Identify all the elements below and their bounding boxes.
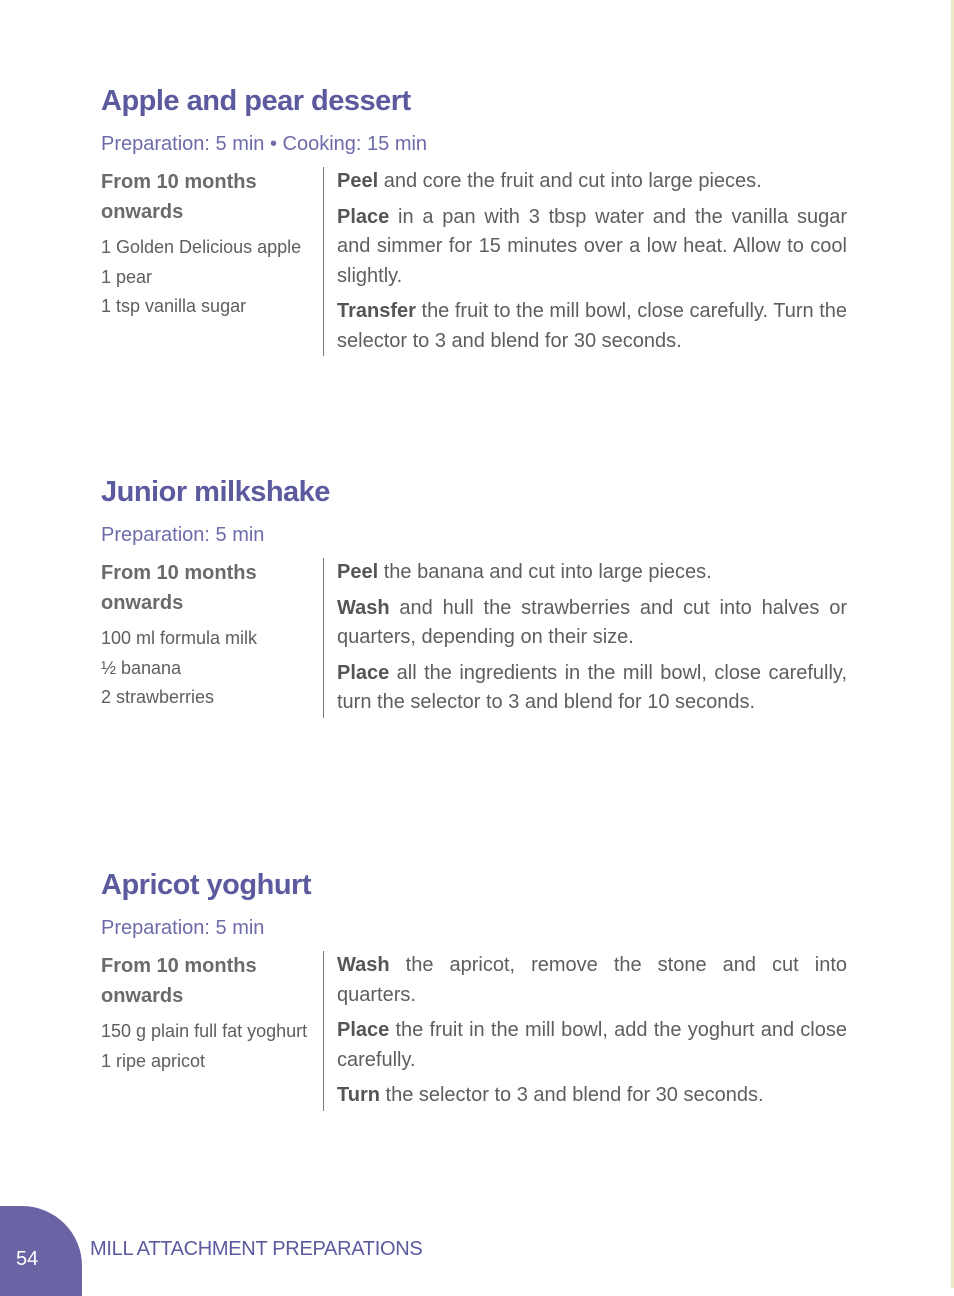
method-step [337, 558, 847, 588]
ingredient-item: 1 Golden Delicious apple [101, 237, 302, 257]
method-step [337, 167, 847, 197]
ingredients-column [101, 167, 323, 356]
recipe-body [101, 167, 847, 356]
step-verb: Transfer [337, 300, 416, 322]
recipe-timing: Preparation: 5 min [101, 524, 265, 546]
method-step [337, 951, 847, 1010]
ingredient-item: 100 ml formula milk [101, 628, 258, 648]
method-step [337, 594, 847, 653]
method-step [337, 297, 847, 356]
step-text: in a pan with 3 tbsp water and the vanilla sugar and simmer for 15 minutes over a low heat. Allow to cool slightly. [337, 205, 847, 287]
recipe-title: Apple and pear dessert [101, 85, 411, 117]
age-range: From 10 months onwards [101, 562, 257, 614]
recipe-apple-pear-dessert [101, 83, 847, 356]
ingredient-item: 150 g plain full fat yoghurt [101, 1021, 308, 1041]
step-text: the apricot, remove the stone and cut into quarters. [337, 954, 847, 1006]
recipe-apricot-yoghurt [101, 867, 847, 1111]
recipe-timing: Preparation: 5 min • Cooking: 15 min [101, 133, 428, 155]
page-number: 54 [16, 1248, 39, 1270]
step-verb: Place [337, 205, 390, 228]
step-text: the fruit in the mill bowl, add the yoghurt and close carefully. [337, 1019, 847, 1071]
ingredient-list [101, 1017, 323, 1076]
ingredient-item: 2 strawberries [101, 687, 215, 707]
age-range: From 10 months onwards [101, 955, 257, 1007]
step-verb: Turn [337, 1084, 380, 1106]
recipe-body [101, 951, 847, 1111]
step-text: and hull the strawberries and cut into halves or quarters, depending on their size. [337, 596, 847, 648]
step-verb: Wash [337, 596, 390, 619]
method-step [337, 203, 847, 292]
method-step [337, 1016, 847, 1075]
step-verb: Peel [337, 561, 379, 583]
method-step [337, 659, 847, 718]
method-step [337, 1081, 847, 1111]
ingredients-column [101, 951, 323, 1111]
step-verb: Place [337, 1019, 390, 1041]
step-text: the banana and cut into large pieces. [378, 561, 712, 583]
method-column [323, 951, 847, 1111]
page-number-tab [0, 1206, 82, 1296]
method-column [323, 167, 847, 356]
step-verb: Wash [337, 954, 390, 976]
recipe-timing: Preparation: 5 min [101, 917, 265, 939]
ingredient-item: 1 tsp vanilla sugar [101, 296, 247, 316]
step-verb: Place [337, 661, 390, 684]
step-verb: Peel [337, 170, 379, 192]
step-text: the selector to 3 and blend for 30 seconds. [379, 1084, 764, 1106]
recipe-title: Apricot yoghurt [101, 869, 311, 901]
step-text: and core the fruit and cut into large pieces. [378, 170, 762, 192]
ingredients-column [101, 558, 323, 718]
method-column [323, 558, 847, 718]
ingredient-list [101, 233, 323, 322]
ingredient-item: 1 pear [101, 266, 153, 287]
recipe-title: Junior milkshake [101, 476, 330, 508]
ingredient-item: ½ banana [101, 657, 182, 678]
section-title: MILL ATTACHMENT PREPARATIONS [90, 1238, 423, 1260]
step-text: the fruit to the mill bowl, close carefully. Turn the selector to 3 and blend for 30 seconds. [337, 300, 847, 352]
age-range: From 10 months onwards [101, 171, 257, 223]
recipe-junior-milkshake [101, 474, 847, 718]
step-text: all the ingredients in the mill bowl, close carefully, turn the selector to 3 and blend for 10 seconds. [337, 661, 847, 713]
ingredient-item: 1 ripe apricot [101, 1050, 206, 1071]
recipe-body [101, 558, 847, 718]
ingredient-list [101, 624, 323, 713]
